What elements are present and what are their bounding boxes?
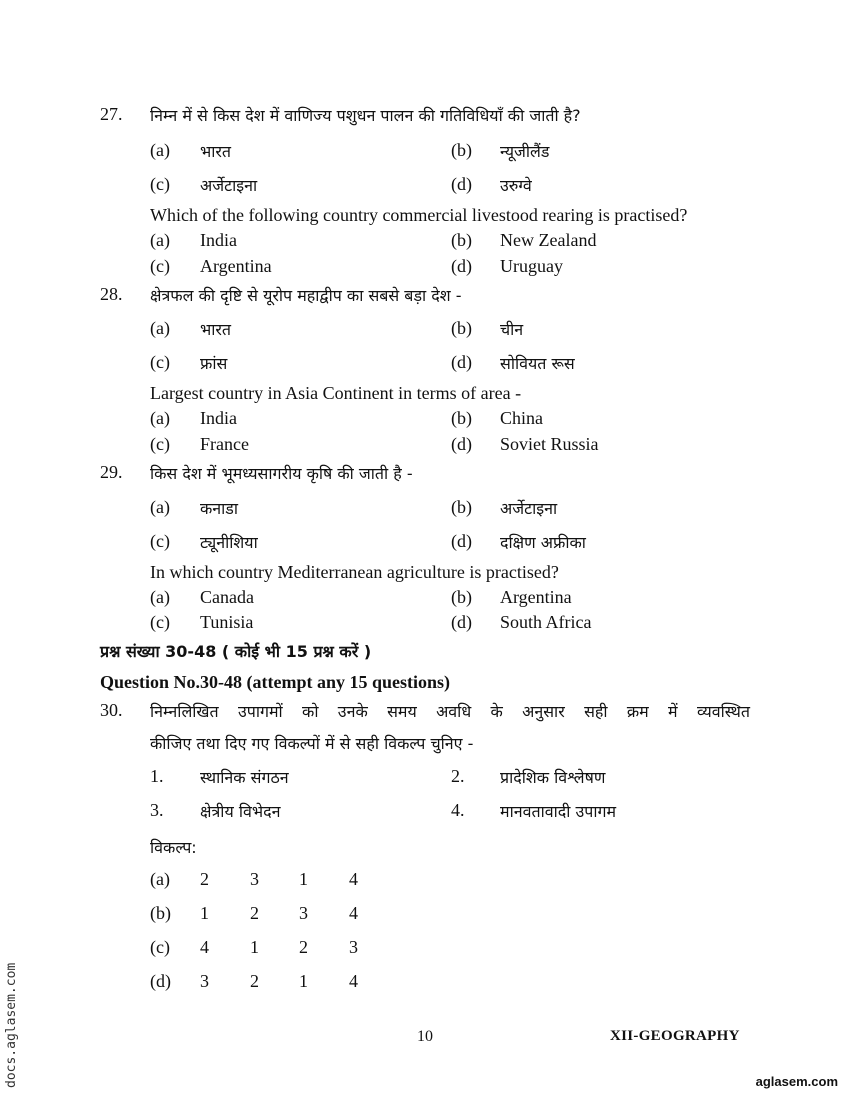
side-watermark: docs.aglasem.com [4, 962, 19, 1088]
option-text-hindi: ट्यूनीशिया [200, 533, 258, 552]
question-text-hindi: किस देश में भूमध्यसागरीय कृषि की जाती है - [150, 464, 413, 483]
option-label: (c) [150, 352, 170, 372]
sequence-value: 3 [200, 971, 209, 991]
sequence-value: 1 [299, 971, 308, 991]
option-label: (d) [451, 434, 472, 454]
option-label: (b) [451, 318, 472, 338]
sequence-value: 4 [349, 903, 358, 923]
question-text-hindi: निम्न में से किस देश में वाणिज्य पशुधन पालन की गतिविधियाँ की जाती है? [150, 106, 581, 125]
option-label: (b) [451, 230, 472, 250]
option-label: (c) [150, 612, 170, 632]
sequence-value: 2 [250, 971, 259, 991]
question-text-hindi-continued: कीजिए तथा दिए गए विकल्पों में से सही विकल्प चुनिए - [150, 734, 474, 753]
item-label: 1. [150, 766, 164, 786]
option-text-hindi: भारत [200, 142, 232, 161]
sequence-value: 2 [250, 903, 259, 923]
option-text-hindi: सोवियत रूस [500, 354, 575, 373]
option-label: (c) [150, 434, 170, 454]
option-text-hindi: अर्जेटाइना [500, 499, 558, 518]
option-text-english: Uruguay [500, 256, 563, 276]
option-label: (b) [150, 903, 171, 923]
question-text-english: In which country Mediterranean agriculture is practised? [150, 562, 559, 582]
option-text-english: Soviet Russia [500, 434, 599, 454]
option-text-english: China [500, 408, 543, 428]
question-number: 28. [100, 284, 123, 304]
sequence-value: 3 [299, 903, 308, 923]
item-label: 2. [451, 766, 465, 786]
option-label: (a) [150, 230, 170, 250]
question-text-english: Largest country in Asia Continent in terms of area - [150, 383, 522, 403]
option-text-english: Canada [200, 587, 254, 607]
sequence-value: 2 [299, 937, 308, 957]
item-label: 3. [150, 800, 164, 820]
option-label: (a) [150, 587, 170, 607]
sequence-value: 1 [250, 937, 259, 957]
option-label: (b) [451, 497, 472, 517]
option-text-hindi: न्यूजीलैंड [500, 142, 550, 161]
option-label: (a) [150, 408, 170, 428]
option-text-hindi: अर्जेटाइना [200, 176, 258, 195]
option-label: (d) [451, 256, 472, 276]
item-text: मानवतावादी उपागम [500, 802, 617, 821]
option-text-hindi: भारत [200, 320, 232, 339]
option-label: (d) [451, 352, 472, 372]
sequence-value: 3 [250, 869, 259, 889]
option-label: (b) [451, 408, 472, 428]
option-label: (c) [150, 937, 170, 957]
option-label: (c) [150, 256, 170, 276]
option-label: (b) [451, 140, 472, 160]
option-text-english: Argentina [500, 587, 572, 607]
option-text-english: Tunisia [200, 612, 254, 632]
question-number: 30. [100, 700, 123, 720]
option-label: (d) [451, 612, 472, 632]
page-number: 10 [417, 1028, 433, 1045]
option-text-hindi: उरुग्वे [500, 176, 532, 195]
option-label: (c) [150, 174, 170, 194]
subject-footer: XII-GEOGRAPHY [610, 1028, 740, 1044]
sequence-value: 4 [349, 971, 358, 991]
sequence-value: 1 [200, 903, 209, 923]
option-label: (c) [150, 531, 170, 551]
option-label: (d) [451, 174, 472, 194]
option-text-english: India [200, 408, 237, 428]
option-label: (a) [150, 140, 170, 160]
item-label: 4. [451, 800, 465, 820]
sequence-value: 4 [200, 937, 209, 957]
item-text: प्रादेशिक विश्लेषण [500, 768, 606, 787]
sequence-value: 3 [349, 937, 358, 957]
question-text-hindi: निम्नलिखित उपागमों को उनके समय अवधि के अनुसार सही क्रम में व्यवस्थित [150, 702, 750, 721]
option-label: (b) [451, 587, 472, 607]
option-text-english: New Zealand [500, 230, 597, 250]
option-label: (d) [150, 971, 171, 991]
sequence-value: 2 [200, 869, 209, 889]
question-text-english: Which of the following country commercial livestood rearing is practised? [150, 205, 688, 225]
item-text: क्षेत्रीय विभेदन [200, 802, 281, 821]
option-label: (a) [150, 497, 170, 517]
option-label: (a) [150, 869, 170, 889]
section-heading-english: Question No.30-48 (attempt any 15 questions) [100, 672, 451, 692]
options-heading: विकल्प: [150, 838, 197, 857]
option-text-hindi: दक्षिण अफ्रीका [500, 533, 586, 552]
option-text-english: South Africa [500, 612, 592, 632]
option-text-english: Argentina [200, 256, 272, 276]
item-text: स्थानिक संगठन [200, 768, 289, 787]
option-text-english: India [200, 230, 237, 250]
section-heading-hindi: प्रश्न संख्या 30-48 ( कोई भी 15 प्रश्न करें ) [100, 642, 372, 661]
option-text-hindi: फ्रांस [200, 354, 228, 373]
option-label: (a) [150, 318, 170, 338]
question-text-hindi: क्षेत्रफल की दृष्टि से यूरोप महाद्वीप का सबसे बड़ा देश - [150, 286, 462, 305]
site-credit[interactable]: aglasem.com [755, 1074, 838, 1089]
option-label: (d) [451, 531, 472, 551]
sequence-value: 4 [349, 869, 358, 889]
question-number: 27. [100, 104, 123, 124]
sequence-value: 1 [299, 869, 308, 889]
question-number: 29. [100, 462, 123, 482]
option-text-hindi: चीन [500, 320, 524, 339]
option-text-hindi: कनाडा [200, 499, 239, 518]
option-text-english: France [200, 434, 249, 454]
